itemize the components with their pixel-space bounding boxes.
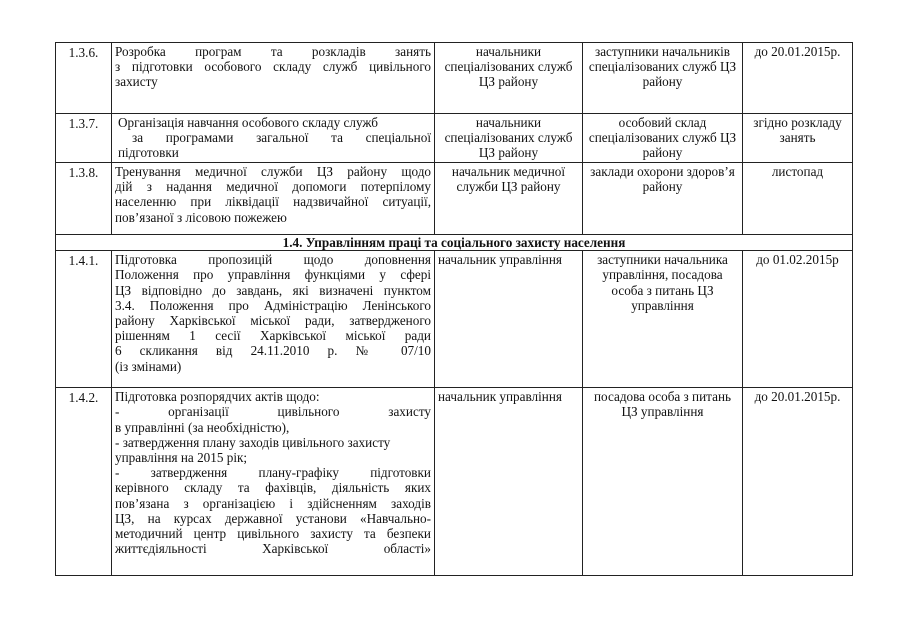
deadline-cell: згідно розкладу занять bbox=[743, 114, 853, 163]
deadline-cell: до 01.02.2015р bbox=[743, 251, 853, 388]
plan-table bbox=[55, 42, 853, 576]
text-line: Розробка програм та розкладів занять bbox=[115, 44, 431, 59]
row-number: 1.3.6. bbox=[56, 43, 112, 114]
table-row bbox=[56, 43, 853, 114]
text-line: 3.4. Положення про Адміністрацію Ленінського bbox=[115, 297, 431, 313]
text-line: за програмами загальної та спеціальної bbox=[132, 130, 431, 146]
deadline-cell: до 20.01.2015р. bbox=[743, 388, 853, 576]
responsible-cell: начальник управління bbox=[435, 251, 583, 388]
text-line: Положення про управління функціями у сфері bbox=[115, 267, 431, 283]
text-line: населенню при ліквідації надзвичайної ситуації, bbox=[115, 194, 431, 210]
measure-text bbox=[112, 163, 435, 235]
participants-cell: заступники начальників спеціалізованих служб ЦЗ району bbox=[583, 43, 743, 114]
responsible-cell: начальник управління bbox=[435, 388, 583, 576]
participants-cell: заклади охорони здоров’я району bbox=[583, 163, 743, 235]
table-row bbox=[56, 388, 853, 576]
row-number: 1.3.8. bbox=[56, 163, 112, 235]
text-line: району Харківської міської ради, затвердженого bbox=[115, 313, 431, 329]
section-title: 1.4. Управлінням праці та соціального захисту населення bbox=[56, 235, 853, 251]
text-line: Організація навчання особового складу служб bbox=[118, 115, 379, 130]
responsible-cell: начальник медичної служби ЦЗ району bbox=[435, 163, 583, 235]
table-row bbox=[56, 114, 853, 163]
text-line: управління на 2015 рік; bbox=[115, 450, 248, 466]
text-line: пов’язана з організацією і здійсненням заходів bbox=[115, 495, 431, 511]
text-line: 6 скликання від 24.11.2010 р. № 07/10 bbox=[115, 343, 431, 359]
measure-text bbox=[112, 388, 435, 576]
participants-cell: особовий склад спеціалізованих служб ЦЗ району bbox=[583, 114, 743, 163]
text-line: Підготовка розпорядчих актів щодо: bbox=[115, 389, 320, 405]
participants-cell: заступники начальника управління, посадова особа з питань ЦЗ управління bbox=[583, 251, 743, 388]
text-line: дій з надання медичної допомоги потерпілому bbox=[115, 179, 431, 195]
text-line: Тренування медичної служби ЦЗ району щодо bbox=[115, 164, 431, 179]
text-line: ЦЗ, на курсах державної установи «Навчально- bbox=[115, 510, 431, 526]
table-row bbox=[56, 163, 853, 235]
measure-text bbox=[112, 43, 435, 114]
responsible-cell: начальники спеціалізованих служб ЦЗ району bbox=[435, 43, 583, 114]
text-line: Підготовка пропозицій щодо доповнення bbox=[115, 252, 431, 268]
text-line: підготовки bbox=[118, 145, 179, 161]
text-line: методичний центр цивільного захисту та безпеки bbox=[115, 526, 431, 542]
text-line: - затвердження плану-графіку підготовки bbox=[115, 465, 431, 481]
row-number: 1.4.1. bbox=[56, 251, 112, 388]
text-line: пов’язаної з лісовою пожежею bbox=[115, 209, 287, 225]
text-line: керівного складу та фахівців, діяльність яких bbox=[115, 480, 431, 496]
section-row bbox=[56, 235, 853, 251]
measure-text bbox=[112, 114, 435, 163]
text-line: захисту bbox=[115, 74, 158, 90]
text-line: ЦЗ відповідно до завдань, які визначені пунктом bbox=[115, 282, 431, 298]
row-number: 1.3.7. bbox=[56, 114, 112, 163]
text-line: - затвердження плану заходів цивільного захисту bbox=[115, 434, 391, 450]
measure-text bbox=[112, 251, 435, 388]
text-line: з підготовки особового складу служб цивільного bbox=[115, 59, 431, 75]
row-number: 1.4.2. bbox=[56, 388, 112, 576]
text-line: в управлінні (за необхідністю), bbox=[115, 419, 290, 435]
deadline-cell: до 20.01.2015р. bbox=[743, 43, 853, 114]
responsible-cell: начальники спеціалізованих служб ЦЗ району bbox=[435, 114, 583, 163]
text-line: життєдіяльності Харківської області» bbox=[115, 541, 431, 557]
participants-cell: посадова особа з питань ЦЗ управління bbox=[583, 388, 743, 576]
text-line: рішенням 1 сесії Харківської міської ради bbox=[115, 328, 431, 344]
text-line: (із змінами) bbox=[115, 358, 182, 374]
table-row bbox=[56, 251, 853, 388]
deadline-cell: листопад bbox=[743, 163, 853, 235]
text-line: - організації цивільного захисту bbox=[115, 404, 431, 420]
